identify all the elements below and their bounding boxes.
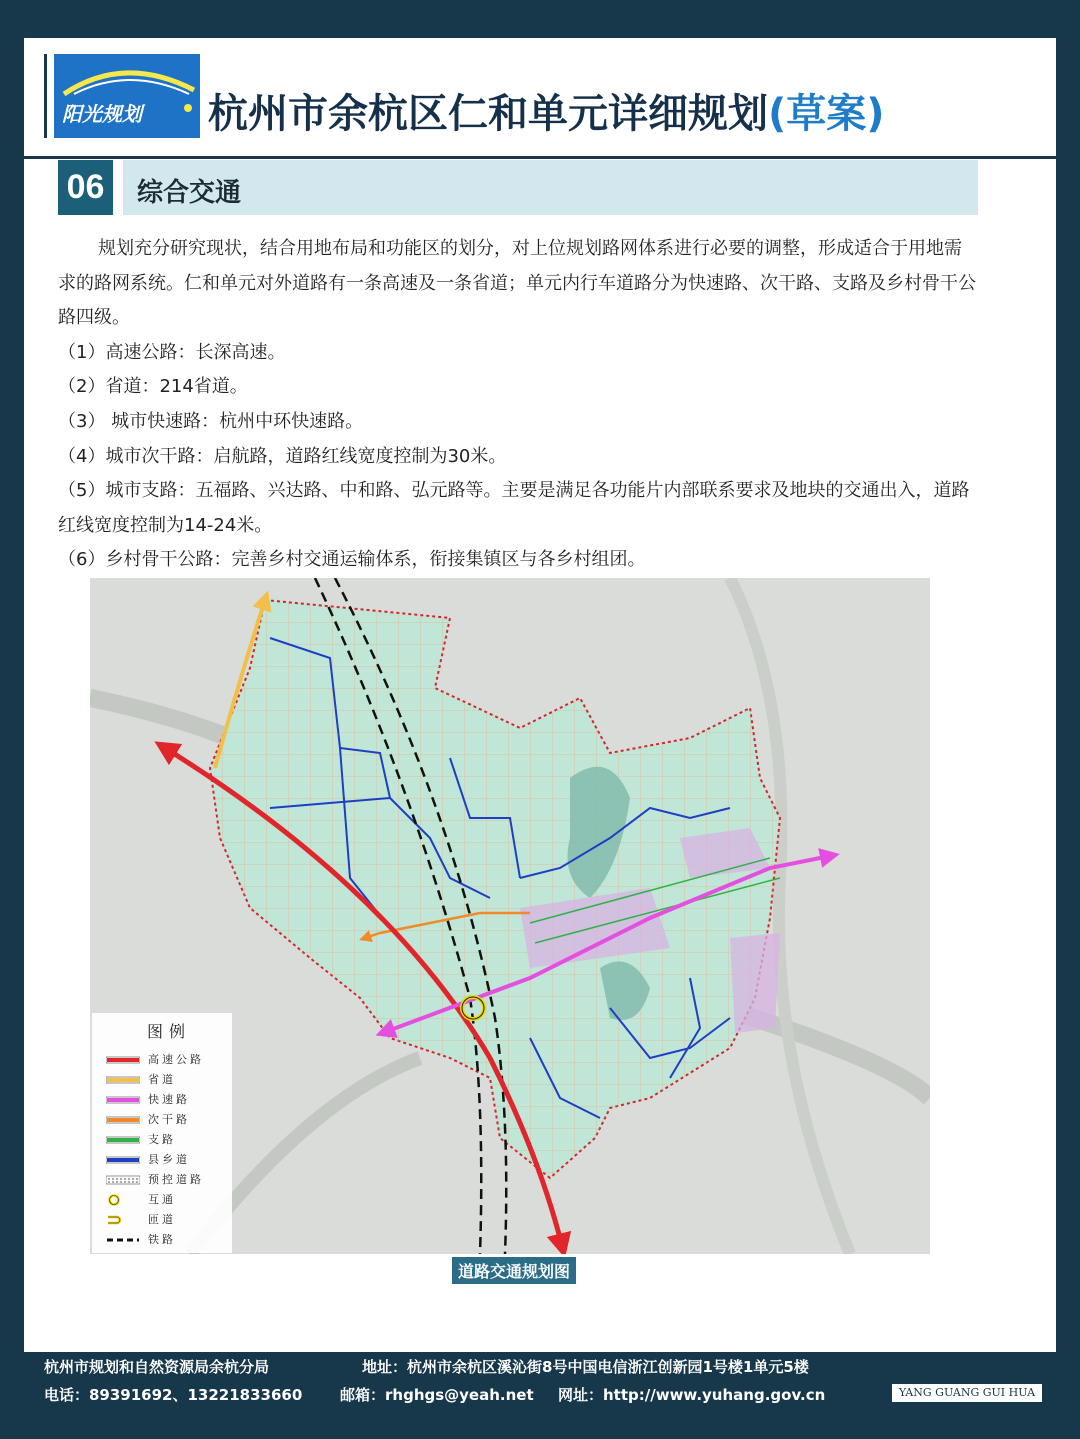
legend-item: 次干路 [106,1111,190,1127]
provincial-road-swatch-icon [106,1075,140,1085]
logo-text: 阳光规划 [62,102,142,126]
list-item: （4）城市次干路：启航路，道路红线宽度控制为30米。 [58,445,507,467]
page-title [208,82,885,139]
legend-item: 县乡道 [106,1151,190,1167]
legend-item: 高速公路 [106,1051,204,1067]
footer-website[interactable]: 网址：http://www.yuhang.gov.cn [558,1386,826,1404]
page-title-draft: (草案) [768,91,885,137]
legend-item: 支路 [106,1131,176,1147]
body-text [58,232,978,578]
legend-item: 互通 [106,1191,176,1207]
legend-item: 铁路 [106,1231,176,1247]
list-item: （5）城市支路：五福路、兴达路、中和路、弘元路等。主要是满足各功能片内部联系要求及地块的交通出入，道路红线宽度控制为14-24米。 [58,480,970,536]
footer-address: 地址：杭州市余杭区溪沁街8号中国电信浙江创新园1号楼1单元5楼 [362,1358,809,1376]
page-title-main: 杭州市余杭区仁和单元详细规划 [208,91,768,137]
section-number: 06 [58,160,113,215]
industrial-zone [730,933,780,1033]
city-expressway-swatch-icon [106,1095,140,1105]
county-road-swatch-icon [106,1155,140,1165]
reserved-road-swatch-icon [106,1175,140,1185]
header [24,38,1056,159]
section-title: 综合交通 [137,178,242,208]
legend-item: 省道 [106,1071,176,1087]
intro-paragraph: 规划充分研究现状，结合用地布局和功能区的划分，对上位规划路网体系进行必要的调整，形成适合于用地需求的路网系统。仁和单元对外道路有一条高速及一条省道；单元内行车道路分为快速路、次干路、支路及乡村骨干公路四级。 [58,238,976,329]
expressway-swatch-icon [106,1055,140,1065]
list-item: （1）高速公路：长深高速。 [58,341,286,363]
interchange-swatch-icon [106,1194,140,1206]
railway-swatch-icon [106,1235,140,1245]
footer-phone: 电话：89391692、13221833660 [44,1386,303,1404]
legend-item: 匝道 [106,1211,176,1227]
footer-brand: YANG GUANG GUI HUA [892,1384,1042,1402]
list-item: （2）省道：214省道。 [58,376,248,398]
footer-divider [24,1350,1056,1352]
header-accent-bar [44,54,47,138]
legend-title: 图例 [147,1022,192,1041]
logo [54,54,200,138]
branch-road-swatch-icon [106,1135,140,1145]
list-item: （6）乡村骨干公路：完善乡村交通运输体系，衔接集镇区与各乡村组团。 [58,549,646,571]
legend-item: 快速路 [106,1091,190,1107]
ramp-swatch-icon [106,1214,140,1226]
section-header [123,160,978,215]
map-legend [92,1013,232,1253]
map-caption: 道路交通规划图 [452,1257,576,1284]
secondary-road-swatch-icon [106,1115,140,1125]
legend-item: 预控道路 [106,1171,204,1187]
footer-org: 杭州市规划和自然资源局余杭分局 [44,1358,270,1376]
list-item: （3） 城市快速路：杭州中环快速路。 [58,410,364,432]
footer-email: 邮箱：rhghgs@yeah.net [340,1386,534,1404]
